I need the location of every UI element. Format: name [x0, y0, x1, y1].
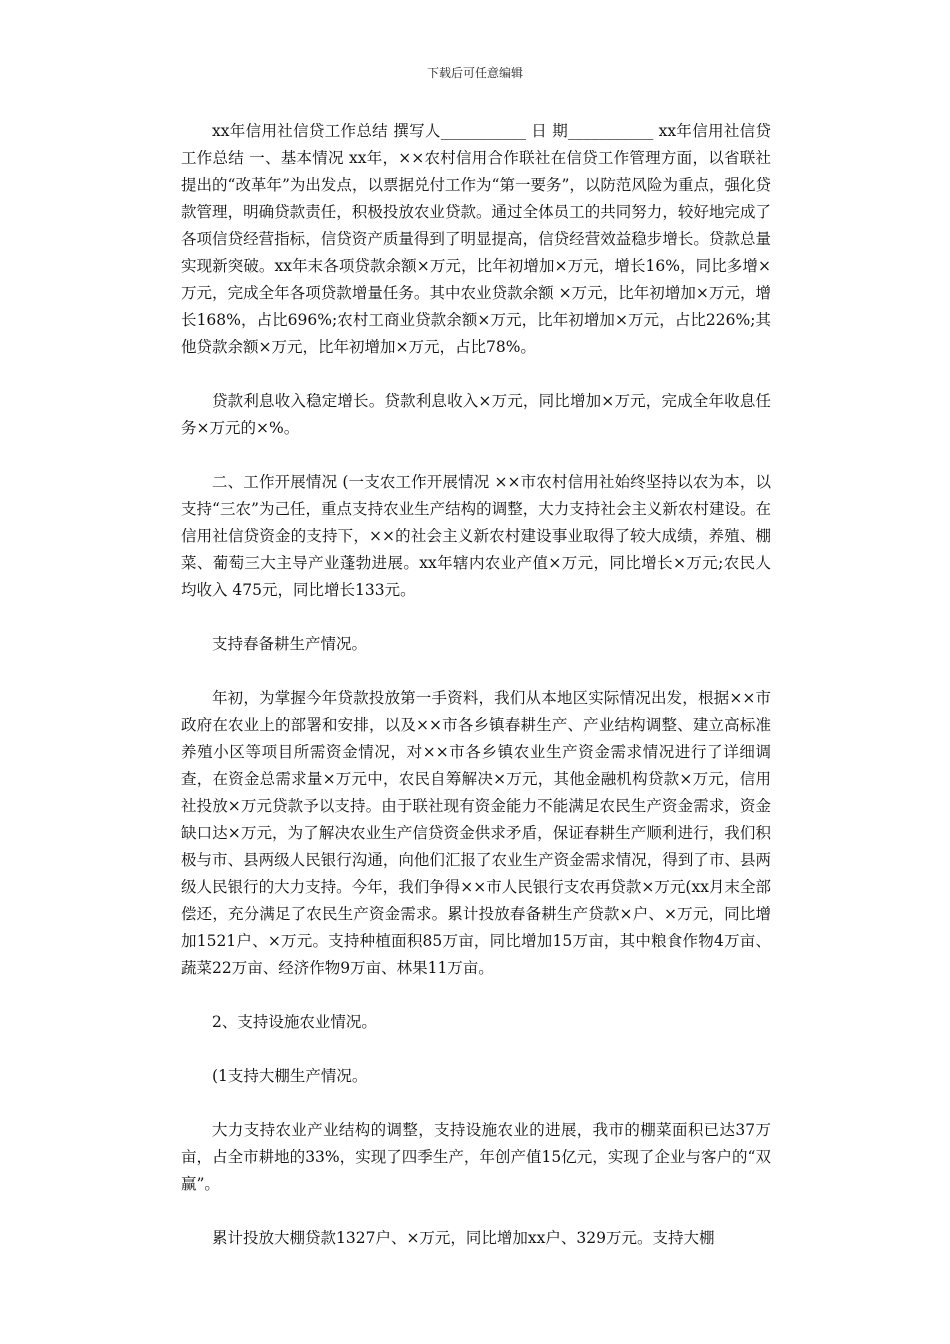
paragraph-greenhouse-loans: 累计投放大棚贷款1327户、×万元，同比增加xx户、329万元。支持大棚 [212, 1229, 715, 1247]
paragraph-greenhouse-heading: (1支持大棚生产情况。 [212, 1067, 368, 1085]
paragraph-greenhouse-detail: 大力支持农业产业结构的调整，支持设施农业的进展，我市的棚菜面积已达37万亩，占全市耕地的33%，实现了四季生产，年创产值15亿元，实现了企业与客户的“双赢”。 [181, 1121, 771, 1193]
document-body [181, 118, 771, 1279]
header-note: 下载后可任意编辑 [426, 66, 523, 80]
paragraph-spring-farming-heading: 支持春备耕生产情况。 [212, 635, 368, 653]
paragraph-work-progress: 二、工作开展情况 (一支农工作开展情况 ××市农村信用社始终坚持以农为本，以支持“三农”为己任，重点支持农业生产结构的调整，大力支持社会主义新农村建设。在信用社信贷资金的支持下，××的社会主义新农村建设事业取得了较大成绩，养殖、棚菜、葡萄三大主导产业蓬勃进展。xx年辖内农业产值×万元，同比增长×万元;农民人均收入 475元，同比增长133元。 [181, 473, 771, 599]
paragraph-basic-situation: xx年信用社信贷工作总结 撰写人___________ 日 期___________ xx年信用社信贷工作总结 一、基本情况 xx年，××农村信用合作联社在信贷工作管理方面，以省联社提出的“改革年”为出发点，以票据兑付工作为“第一要务”，以防范风险为重点，强化贷款管理，明确贷款责任，积极投放农业贷款。通过全体员工的共同努力，较好地完成了各项信贷经营指标，信贷资产质量得到了明显提高，信贷经营效益稳步增长。贷款总量实现新突破。xx年末各项贷款余额×万元，比年初增加×万元，增长16%，同比多增×万元，完成全年各项贷款增量任务。其中农业贷款余额 ×万元，比年初增加×万元，增长168%，占比696%;农村工商业贷款余额×万元，比年初增加×万元，占比226%;其他贷款余额×万元，比年初增加×万元，占比78%。 [181, 122, 771, 356]
paragraph-interest-income: 贷款利息收入稳定增长。贷款利息收入×万元，同比增加×万元，完成全年收息任务×万元的×%。 [181, 392, 771, 437]
paragraph-facility-agriculture-heading: 2、支持设施农业情况。 [212, 1013, 377, 1031]
paragraph-spring-farming-detail: 年初，为掌握今年贷款投放第一手资料，我们从本地区实际情况出发，根据××市政府在农业上的部署和安排，以及××市各乡镇春耕生产、产业结构调整、建立高标准养殖小区等项目所需资金情况，对××市各乡镇农业生产资金需求情况进行了详细调查，在资金总需求量×万元中，农民自筹解决×万元，其他金融机构贷款×万元，信用社投放×万元贷款予以支持。由于联社现有资金能力不能满足农民生产资金需求，资金缺口达×万元，为了解决农业生产信贷资金供求矛盾，保证春耕生产顺利进行，我们积极与市、县两级人民银行沟通，向他们汇报了农业生产资金需求情况，得到了市、县两级人民银行的大力支持。今年，我们争得××市人民银行支农再贷款×万元(xx月末全部偿还，充分满足了农民生产资金需求。累计投放春备耕生产贷款×户、×万元，同比增加1521户、×万元。支持种植面积85万亩，同比增加15万亩，其中粮食作物4万亩、蔬菜22万亩、经济作物9万亩、林果11万亩。 [181, 689, 771, 977]
